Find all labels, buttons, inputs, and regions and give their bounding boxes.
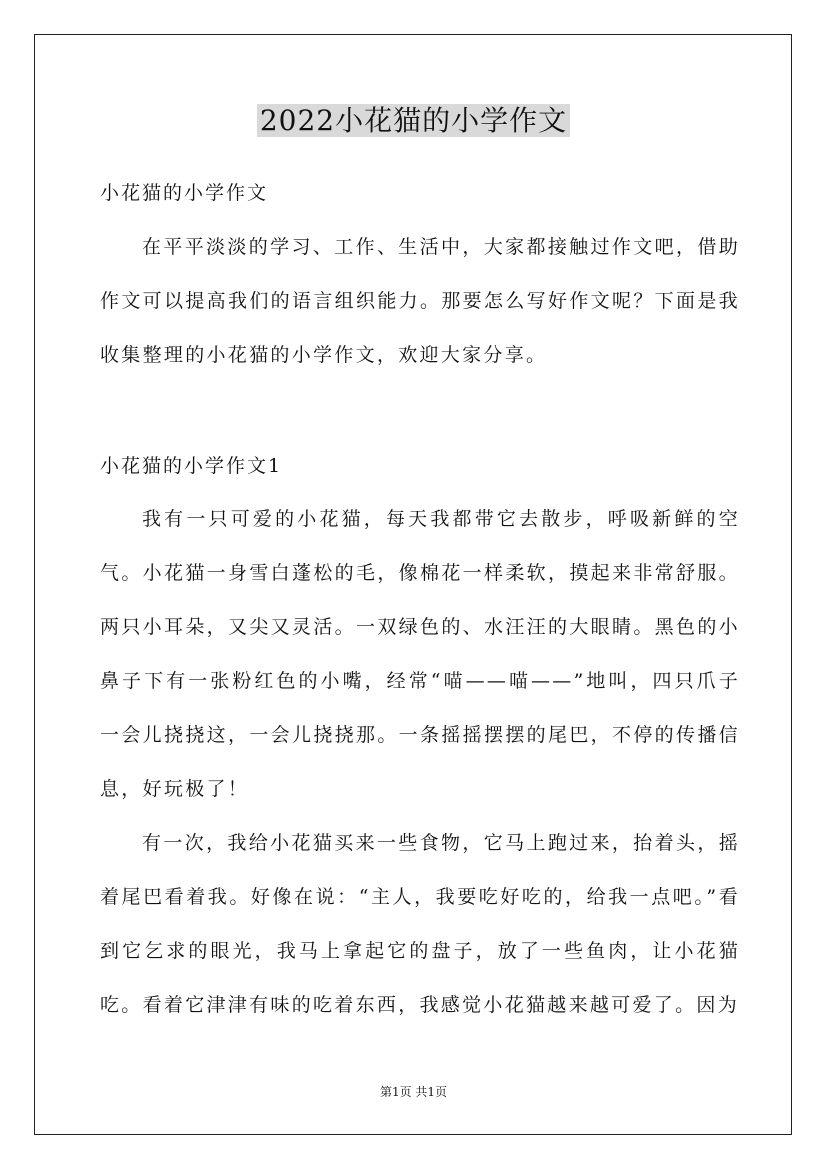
essay-heading: 小花猫的小学作文1 — [100, 455, 283, 477]
body-paragraph-2: 有一次，我给小花猫买来一些食物，它马上跑过来，抬着头，摇着尾巴看着我。好像在说：“主人，我要吃好吃的，给我一点吧。”看到它乞求的眼光，我马上拿起它的盘子，放了一些鱼肉，让小花猫吃。看着它津津有味的吃着东西，我感觉小花猫越来越可爱了。因为 — [100, 832, 740, 1016]
body-paragraph-1: 我有一只可爱的小花猫，每天我都带它去散步，呼吸新鲜的空气。小花猫一身雪白蓬松的毛，像棉花一样柔软，摸起来非常舒服。两只小耳朵，又尖又灵活。一双绿色的、水汪汪的大眼睛。黑色的小鼻子下有一张粉红色的小嘴，经常“喵——喵——”地叫，四只爪子一会儿挠挠这，一会儿挠挠那。一条摇摇摆摆的尾巴，不停的传播信息，好玩极了！ — [100, 508, 740, 800]
intro-paragraph: 在平平淡淡的学习、工作、生活中，大家都接触过作文吧，借助作文可以提高我们的语言组织能力。那要怎么写好作文呢？下面是我收集整理的小花猫的小学作文，欢迎大家分享。 — [100, 236, 740, 366]
section-label: 小花猫的小学作文 — [100, 182, 269, 204]
page-footer: 第1页 共1页 — [379, 1085, 448, 1099]
document-title — [0, 101, 827, 141]
document-title-text: 2022小花猫的小学作文 — [257, 104, 570, 137]
